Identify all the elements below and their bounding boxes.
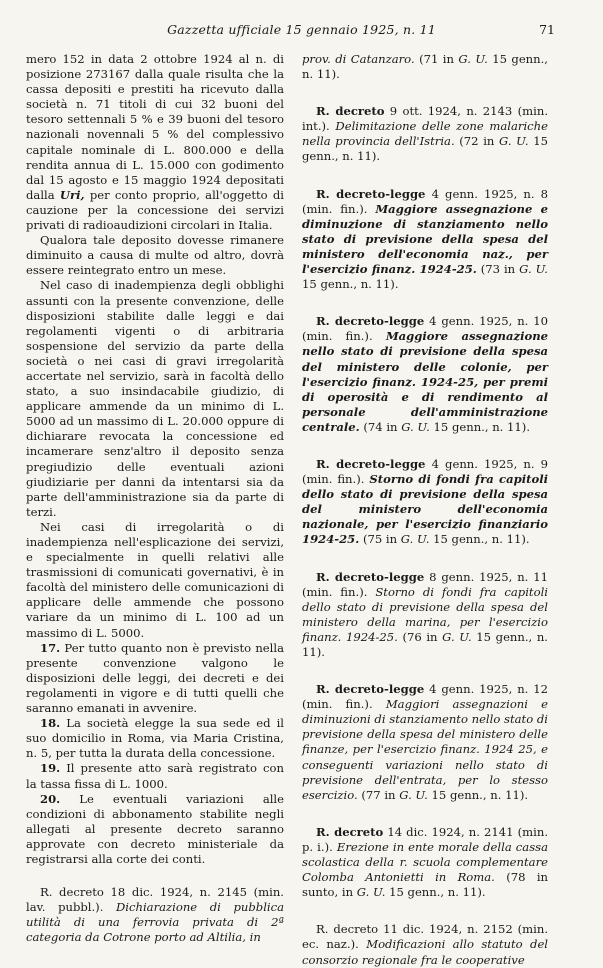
decree-ref: 15 genn., n. 11). [431, 787, 529, 802]
article-17 [26, 641, 284, 716]
decree-title: prov. di Catanzaro. [302, 52, 415, 66]
gazette-abbrev: G. U. [399, 787, 428, 802]
article-text: Per tutto quanto non è previsto nella presente convenzione valgono le disposizioni delle leggi, dei decreti e dei regolamenti in vigore e di tutti quelli che saranno emanati in avvenire. [26, 640, 284, 716]
decree-ref: 14 dic. 1924, n. 2141 (min. p. i.). [302, 824, 549, 854]
decree-ref: (72 in [459, 134, 495, 149]
gazette-abbrev: G. U. [458, 52, 488, 66]
gazette-abbrev: G. U. [401, 419, 430, 434]
decree-entry [302, 187, 548, 293]
article-number: 18. [40, 716, 61, 731]
article-18 [26, 716, 284, 761]
decree-ref: 4 genn. 1925, n. 12 (min. fin.). [302, 682, 548, 712]
decree-ref: 4 genn. 1925, n. 9 (min. fin.). [302, 456, 548, 487]
paragraph-deposit [26, 52, 284, 233]
paragraph-reintegration: Qualora tale deposito dovesse rimanere diminuito a causa di multe od altro, dovrà essere reintegrato entro un mese. [26, 233, 284, 278]
article-text: Le eventuali variazioni alle condizioni di abbonamento stabilite negli allegati al presente decreto saranno approvate con decreto ministeriale da registrarsi alla corte dei conti. [26, 791, 285, 866]
decree-title: Dichiarazione di pubblica utilità di una ferrovia privata di 2ª categoria da Cotrone porto ad Altilia, in [26, 900, 285, 945]
decree-ref: 4 genn. 1925, n. 8 (min. fin.). [302, 186, 548, 216]
decree-ref: (75 in [362, 532, 398, 547]
gazette-title: Gazzetta ufficiale 15 gennaio 1925, n. 11 [167, 22, 436, 37]
decree-type: R. decreto [316, 824, 384, 839]
decree-type: R. decreto-legge [316, 314, 425, 329]
decree-ref: 15 genn., n. 11). [389, 885, 486, 900]
company-name: Uri, [59, 187, 85, 202]
article-number: 17. [40, 640, 61, 655]
decree-ref: 8 genn. 1925, n. 11 (min. fin.). [302, 569, 548, 599]
decree-entry [302, 825, 548, 900]
decree-title: Delimitazione delle zone malariche nella provincia dell'Istria. [302, 119, 548, 149]
decree-ref: 15 genn., n. 11). [302, 629, 548, 659]
decree-type: R. decreto [316, 922, 379, 937]
decree-ref: 18 dic. 1924, n. 2145 (min. lav. pubbl.). [26, 885, 284, 915]
decree-title: Maggiore assegnazione e diminuzione di stanziamento nello stato di previsione della spesa del ministero dell'economia naz., per l'esercizio finanz. 1924-25. [302, 201, 548, 277]
gazette-abbrev: G. U. [400, 532, 430, 547]
decree-entry [302, 682, 548, 803]
decree-type: R. decreto-legge [316, 682, 425, 697]
decree-type: R. decreto-legge [316, 186, 426, 201]
decree-title: Maggiori assegnazioni e diminuzioni di stanziamento nello stato di previsione della spesa del ministero delle finanze, per l'esercizio finanz. 1924 25, e conseguenti variazioni nello stato di previsione dell'entrata, per lo stesso esercizio. [302, 697, 549, 802]
gazette-abbrev: G. U. [442, 629, 472, 644]
decree-ref: (77 in [361, 787, 396, 802]
decree-type: R. decreto [316, 104, 385, 119]
article-20 [26, 792, 284, 867]
article-text: La società elegge la sua sede ed il suo domicilio in Roma, via Maria Cristina, n. 5, per tutta la durata della concessione. [26, 716, 284, 761]
decree-title: Erezione in ente morale della cassa scolastica della r. scuola complementare Colomba Antonietti in Roma. [302, 839, 549, 885]
article-text: Il presente atto sarà registrato con la tassa fissa di L. 1000. [26, 761, 285, 791]
decree-entry [302, 314, 548, 435]
gazette-abbrev: G. U. [356, 885, 386, 900]
decree-ref: 15 genn., n. 11). [302, 134, 548, 164]
decree-ref: (78 in sunto, in [302, 870, 548, 900]
decree-ref: 11 dic. 1924, n. 2152 (min. ec. naz.). [302, 922, 549, 952]
decree-title: Modificazioni allo statuto del consorzio regionale fra le cooperative [302, 937, 549, 967]
paragraph-penalties: Nel caso di inadempienza degli obblighi assunti con la presente convenzione, delle disposizioni stabilite dalle leggi e dai regolamenti vigenti o di arbitraria sospensione del servizio da parte della società o nei casi di gravi irregolarità accertate nel servizio, sarà in facoltà dello stato, a suo insindacabile giudizio, di applicare ammende da un minimo di L. 5000 ad un massimo di L. 20.000 oppure di dichiarare revocata la concessione ed incamerare senz'altro il deposito senza pregiudizio delle eventuali azioni giudiziarie per danni da intentarsi sia da parte dell'amministrazione sia da parte di terzi. [26, 278, 284, 519]
left-column [26, 52, 284, 945]
decree-type: R. decreto-legge [316, 456, 426, 471]
decree-ref: (74 in [363, 419, 398, 434]
decree-entry [26, 885, 284, 945]
paragraph-irregularities: Nei casi di irregolarità o di inadempienza nell'esplicazione dei servizi, e specialmente in quelli relativi alle trasmissioni di comunicati governativi, è in facoltà del ministero delle comunicazioni di applicare delle ammende che possono variare da un minimo di L. 100 ad un massimo di L. 5000. [26, 519, 284, 640]
decree-title: Maggiore assegnazione nello stato di previsione della spesa del ministero delle colonie, per l'esercizio finanz. 1924-25, per premi di operosità e di rendimento al personale dell'amministrazione centrale. [302, 329, 549, 434]
decree-title: Storno di fondi fra capitoli dello stato di previsione della spesa del ministero della marina, per l'esercizio finanz. 1924-25. [302, 584, 548, 644]
article-19 [26, 761, 284, 791]
decree-title: Storno di fondi fra capitoli dello stato di previsione della spesa del ministero dell'economia nazionale, per l'esercizio finanziario 1924-25. [302, 472, 549, 547]
gazette-abbrev: G. U. [499, 134, 529, 149]
paragraph-text: mero 152 in data 2 ottobre 1924 al n. di posizione 273167 dalla quale risulta che la cassa depositi e prestiti ha ricevuto dalla società n. 71 titoli di cui 32 buoni del tesoro settennali 5 % e 39 buoni del tesoro nazionali novennali 5 % del complessivo capitale nominale di L. 800.000 e della rendita annua di L. 15.000 con godimento dal 15 agosto e 15 maggio 1924 depositati dalla [26, 52, 284, 202]
decree-ref: (76 in [402, 629, 438, 644]
decree-ref: 4 genn. 1925, n. 10 (min. fin.). [302, 314, 548, 344]
decree-ref: (71 in [419, 52, 454, 66]
decree-ref: 15 genn., n. 11). [302, 52, 548, 82]
gazette-abbrev: G. U. [519, 262, 548, 277]
decree-ref: (73 in [480, 262, 516, 277]
decree-type: R. decreto-legge [316, 569, 425, 584]
decree-entry [302, 104, 548, 164]
right-column [302, 52, 548, 968]
page-header [0, 22, 603, 42]
decree-ref: 15 genn., n. 11). [433, 532, 530, 547]
decree-entry [302, 922, 548, 967]
decree-entry [302, 570, 548, 661]
article-number: 20. [40, 791, 61, 806]
decree-ref: 15 genn., n. 11). [302, 277, 399, 292]
decree-type: R. decreto [40, 885, 104, 900]
decree-ref: 15 genn., n. 11). [433, 419, 531, 434]
decree-continuation [302, 52, 548, 82]
page-number: 71 [539, 22, 555, 37]
decree-entry [302, 457, 548, 548]
decree-ref: 9 ott. 1924, n. 2143 (min. int.). [302, 104, 548, 134]
article-number: 19. [40, 761, 61, 776]
paragraph-text: per conto proprio, all'oggetto di cauzione per la concessione dei servizi privati di radioaudizioni circolari in Italia. [26, 187, 285, 233]
